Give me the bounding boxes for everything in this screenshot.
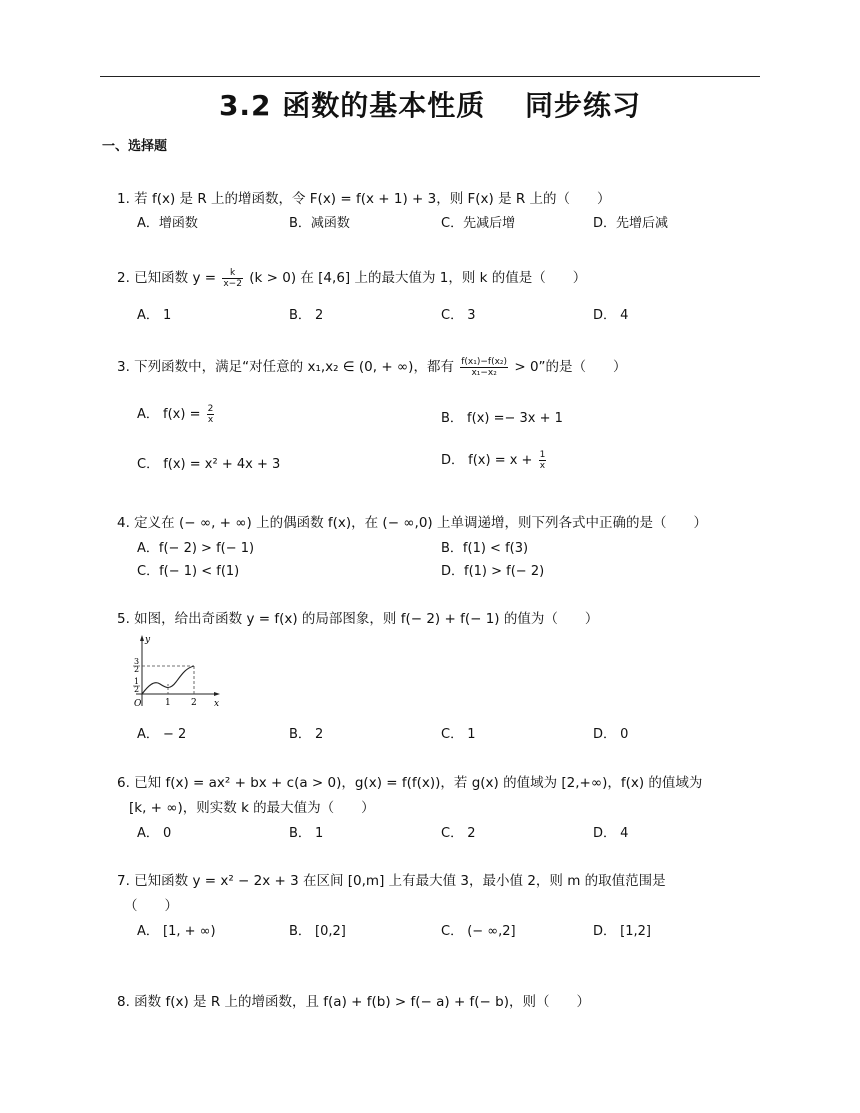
question-7-option-d[interactable]: D． [1,2]: [593, 924, 651, 939]
question-2-fraction: [222, 268, 243, 289]
page-title: 3.2 函数的基本性质 同步练习: [218, 89, 642, 122]
fraction-numerator: 2: [207, 404, 214, 414]
question-2-option-c[interactable]: C． 3: [441, 308, 476, 323]
question-7-option-c[interactable]: C． (− ∞,2]: [441, 924, 516, 939]
question-3-option-b[interactable]: B． f(x) =− 3x + 1: [441, 411, 563, 426]
question-4-option-d[interactable]: D．f(1) > f(− 2): [441, 564, 545, 579]
question-5-option-b[interactable]: B． 2: [289, 727, 324, 742]
question-6-option-c[interactable]: C． 2: [441, 826, 476, 841]
question-5-stem: 5. 如图，给出奇函数 y = f(x) 的局部图象，则 f(− 2) + f(− 1) 的值为（ ）: [117, 611, 599, 627]
question-3-option-c[interactable]: C． f(x) = x² + 4x + 3: [137, 457, 281, 472]
fraction-denominator: x₁−x₂: [471, 367, 497, 378]
question-7-option-a[interactable]: A． [1, + ∞): [137, 924, 216, 939]
header-rule: [100, 76, 760, 77]
question-2-stem-b: (k > 0) 在 [4,6] 上的最大值为 1，则 k 的值是（ ）: [249, 270, 587, 286]
question-1-option-c[interactable]: C．先减后增: [441, 216, 516, 231]
section-heading: 一、选择题: [102, 139, 168, 154]
graph-label-x1: 1: [165, 698, 171, 708]
graph-label-y: y: [145, 635, 151, 645]
question-2-stem: [117, 266, 586, 289]
question-3-stem-b: > 0”的是（ ）: [514, 359, 627, 375]
fraction-denominator: x: [539, 461, 546, 471]
question-4-option-c[interactable]: C．f(− 1) < f(1): [137, 564, 240, 579]
question-4-option-b[interactable]: B．f(1) < f(3): [441, 541, 529, 556]
question-2-option-b[interactable]: B． 2: [289, 308, 324, 323]
graph-label-y-den2: 2: [134, 665, 140, 674]
question-2-option-d[interactable]: D． 4: [593, 308, 629, 323]
fraction-numerator: 1: [539, 450, 546, 460]
question-7-stem-line1: 7. 已知函数 y = x² − 2x + 3 在区间 [0,m] 上有最大值 3，最小值 2，则 m 的取值范围是: [117, 873, 666, 889]
graph-label-x2: 2: [191, 698, 197, 708]
graph-label-y-den2b: 2: [134, 685, 140, 694]
graph-label-origin: O: [134, 699, 142, 709]
fraction-denominator: x: [207, 415, 214, 425]
question-1-option-a[interactable]: A．增函数: [137, 216, 198, 231]
question-6-stem-line1: 6. 已知 f(x) = ax² + bx + c(a > 0)，g(x) = f(f(x))，若 g(x) 的值域为 [2,+∞)，f(x) 的值域为: [117, 775, 703, 791]
graph-label-y-num1: 1: [134, 677, 140, 686]
question-4-option-a[interactable]: A．f(− 2) > f(− 1): [137, 541, 255, 556]
fraction-numerator: f(x₁)−f(x₂): [461, 356, 508, 367]
option-d-fraction: [539, 450, 547, 471]
question-2-stem-a: 2. 已知函数 y =: [117, 270, 217, 286]
question-1-option-b[interactable]: B．减函数: [289, 216, 350, 231]
question-6-option-b[interactable]: B． 1: [289, 826, 324, 841]
question-7-stem-line2: （ ）: [124, 898, 178, 914]
question-8-stem: 8. 函数 f(x) 是 R 上的增函数，且 f(a) + f(b) > f(− a) + f(− b)，则（ ）: [117, 994, 591, 1010]
question-6-option-d[interactable]: D． 4: [593, 826, 629, 841]
graph-label-x: x: [214, 699, 220, 709]
fraction-numerator: k: [222, 268, 243, 279]
question-5-option-d[interactable]: D． 0: [593, 727, 629, 742]
option-a-text: A． f(x) =: [137, 407, 201, 422]
question-1-stem: 1. 若 f(x) 是 R 上的增函数，令 F(x) = f(x + 1) + 3，则 F(x) 是 R 上的（ ）: [117, 191, 611, 207]
fraction-denominator: x−2: [223, 278, 242, 289]
question-3-stem-a: 3. 下列函数中，满足“对任意的 x₁,x₂ ∈ (0, + ∞)，都有: [117, 359, 454, 375]
question-3-option-d[interactable]: [441, 449, 548, 471]
question-3-fraction: [460, 357, 508, 378]
option-d-text: D． f(x) = x +: [441, 453, 533, 468]
question-7-option-b[interactable]: B． [0,2]: [289, 924, 346, 939]
graph-y-arrow: [140, 635, 144, 641]
question-6-option-a[interactable]: A． 0: [137, 826, 172, 841]
question-5-option-a[interactable]: A． − 2: [137, 727, 187, 742]
option-a-fraction: [207, 404, 215, 425]
question-1-option-d[interactable]: D．先增后减: [593, 216, 669, 231]
graph-label-y-num3: 3: [134, 657, 140, 666]
question-2-option-a[interactable]: A． 1: [137, 308, 172, 323]
graph-x-arrow: [214, 692, 220, 696]
question-3-option-a[interactable]: [137, 403, 216, 425]
question-6-stem-line2: [k, + ∞)，则实数 k 的最大值为（ ）: [129, 800, 375, 816]
question-4-stem: 4. 定义在 (− ∞, + ∞) 上的偶函数 f(x)，在 (− ∞,0) 上单调递增，则下列各式中正确的是（ ）: [117, 515, 707, 531]
function-graph: [128, 632, 228, 710]
question-5-option-c[interactable]: C． 1: [441, 727, 476, 742]
question-3-stem: [117, 355, 627, 378]
